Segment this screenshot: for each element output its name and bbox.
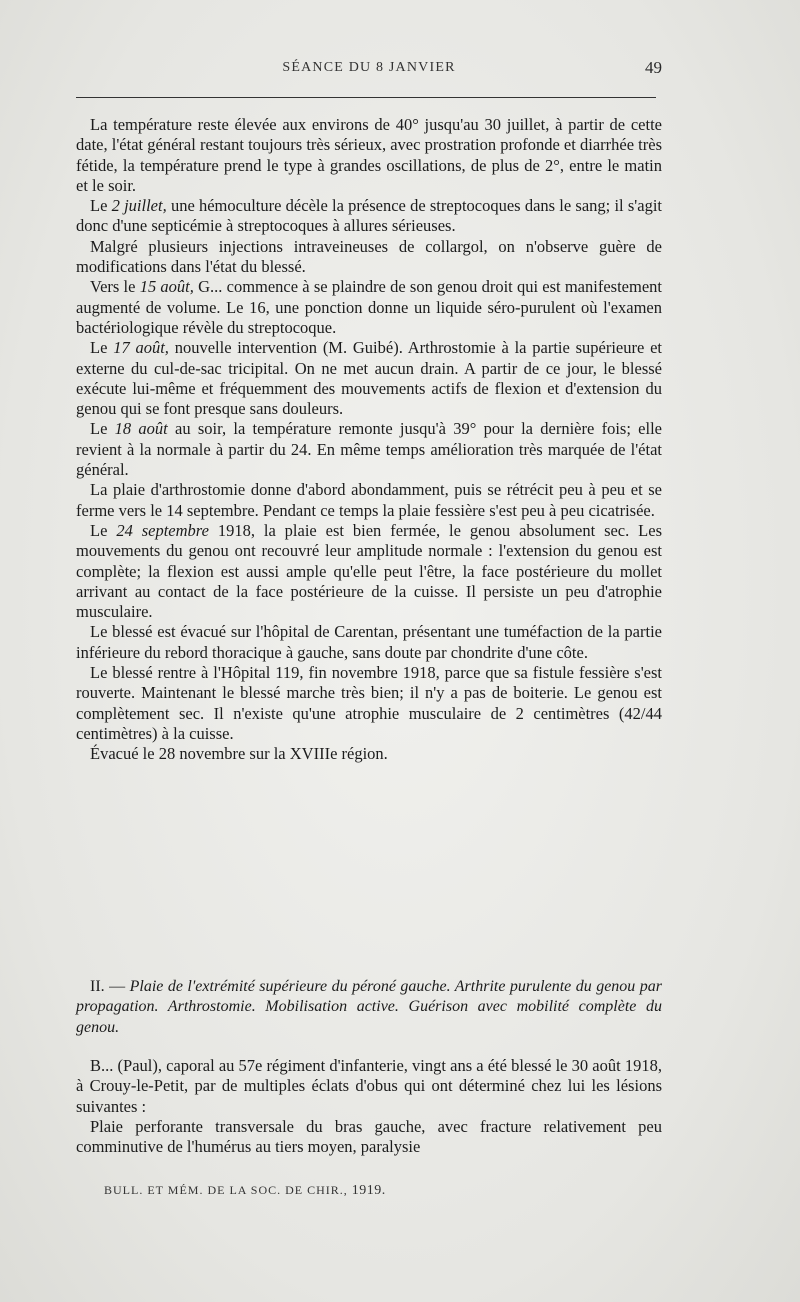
paragraph-text: nouvelle intervention (M. Guibé). Arthrostomie à la partie supérieure et externe du cul-de-sac tricipital. On ne met aucun drain. A partir de ce jour, le blessé exécute lui-même et fréquemment des mouvements actifs de flexion et d'extension du genou qui se font presque sans douleurs. bbox=[76, 338, 662, 419]
case-title: Plaie de l'extrémité supérieure du péroné gauche. Arthrite purulente du genou par propagation. Arthrostomie. Mobilisation active. Guérison avec mobilité complète du genou. bbox=[76, 978, 663, 1036]
paragraph-text: Le bbox=[90, 338, 114, 358]
paragraph-text: au soir, la température remonte jusqu'à 39° pour la dernière fois; elle revient à la normale à partir du 24. En même temps amélioration très marquée de l'état général. bbox=[76, 419, 662, 480]
paragraph-2 bbox=[76, 196, 662, 237]
running-head: SÉANCE DU 8 JANVIER bbox=[282, 60, 456, 75]
date-italic: 2 juillet, bbox=[111, 196, 167, 216]
paragraph-5 bbox=[76, 338, 662, 419]
date-italic: 17 août, bbox=[113, 338, 169, 358]
date-italic: 24 septembre bbox=[116, 520, 209, 540]
case-heading bbox=[76, 977, 662, 1038]
date-italic: 15 août, bbox=[139, 277, 194, 297]
paragraph-text: une hémoculture décèle la présence de streptocoques dans le sang; il s'agit donc d'une septicémie à streptocoques à allures sérieuses. bbox=[76, 196, 662, 236]
paragraph-text: 1918, la plaie est bien fermée, le genou absolument sec. Les mouvements du genou ont recouvré leur amplitude normale : l'extension du genou est complète; la flexion est aussi ample qu'elle peut l'être, la face postérieure du mollet arrivant au contact de la face postérieure de la cuisse. Il persiste un peu d'atrophie musculaire. bbox=[76, 520, 662, 622]
paragraph-text: Vers le bbox=[90, 277, 140, 297]
date-italic: 18 août bbox=[114, 419, 168, 439]
footer-year: 1919. bbox=[351, 1183, 386, 1198]
paragraph-3: Malgré plusieurs injections intraveineuses de collargol, on n'observe guère de modifications dans l'état du blessé. bbox=[76, 236, 662, 277]
paragraph-text: G... commence à se plaindre de son genou droit qui est manifestement augmenté de volume. Le 16, une ponction donne un liquide séro-purulent où l'examen bactériologique révèle du streptocoque. bbox=[76, 277, 662, 337]
paragraph-1: La température reste élevée aux environs de 40° jusqu'au 30 juillet, à partir de cette date, l'état général restant toujours très sérieux, avec prostration profonde et diarrhée très fétide, la température prend le type à grandes oscillations, de plus de 2°, entre le matin et le soir. bbox=[76, 115, 662, 195]
paragraph-text: Le bbox=[90, 520, 117, 540]
case-heading-text bbox=[76, 977, 662, 1038]
paragraph-8 bbox=[76, 521, 662, 622]
paragraph-9: Le blessé est évacué sur l'hôpital de Carentan, présentant une tuméfaction de la partie inférieure du rebord thoracique à gauche, sans doute par chondrite d'une côte. bbox=[76, 622, 662, 662]
page-header bbox=[76, 60, 662, 86]
paragraph-13: Plaie perforante transversale du bras gauche, avec fracture relativement peu comminutive de l'humérus au tiers moyen, paralysie bbox=[76, 1116, 662, 1157]
paragraph-4 bbox=[76, 277, 662, 338]
page-footer bbox=[104, 1183, 386, 1199]
paragraph-text: Le bbox=[90, 196, 112, 216]
case-number: II. — bbox=[90, 978, 130, 995]
footer-journal: BULL. ET MÉM. DE LA SOC. DE CHIR., bbox=[104, 1183, 352, 1197]
body-text bbox=[76, 115, 662, 765]
paragraph-10: Le blessé rentre à l'Hôpital 119, fin novembre 1918, parce que sa fistule fessière s'est rouverte. Maintenant le blessé marche très bien; il n'y a pas de boiterie. Le genou est complètement sec. Il n'existe qu'une atrophie musculaire de 2 centimètres (42/44 centimètres) à la cuisse. bbox=[76, 663, 662, 743]
paragraph-11: Évacué le 28 novembre sur la XVIIIe région. bbox=[90, 744, 388, 764]
page-number: 49 bbox=[645, 58, 662, 77]
paragraph-6 bbox=[76, 419, 662, 480]
paragraph-text: Le bbox=[90, 419, 115, 439]
body-text-2 bbox=[76, 1056, 662, 1157]
paragraph-12: B... (Paul), caporal au 57e régiment d'infanterie, vingt ans a été blessé le 30 août 1918, à Crouy-le-Petit, par de multiples éclats d'obus qui ont déterminé chez lui les lésions suivantes : bbox=[76, 1056, 662, 1116]
header-rule bbox=[76, 97, 656, 98]
paragraph-7: La plaie d'arthrostomie donne d'abord abondamment, puis se rétrécit peu à peu et se ferme vers le 14 septembre. Pendant ce temps la plaie fessière s'est peu à peu cicatrisée. bbox=[76, 480, 662, 520]
